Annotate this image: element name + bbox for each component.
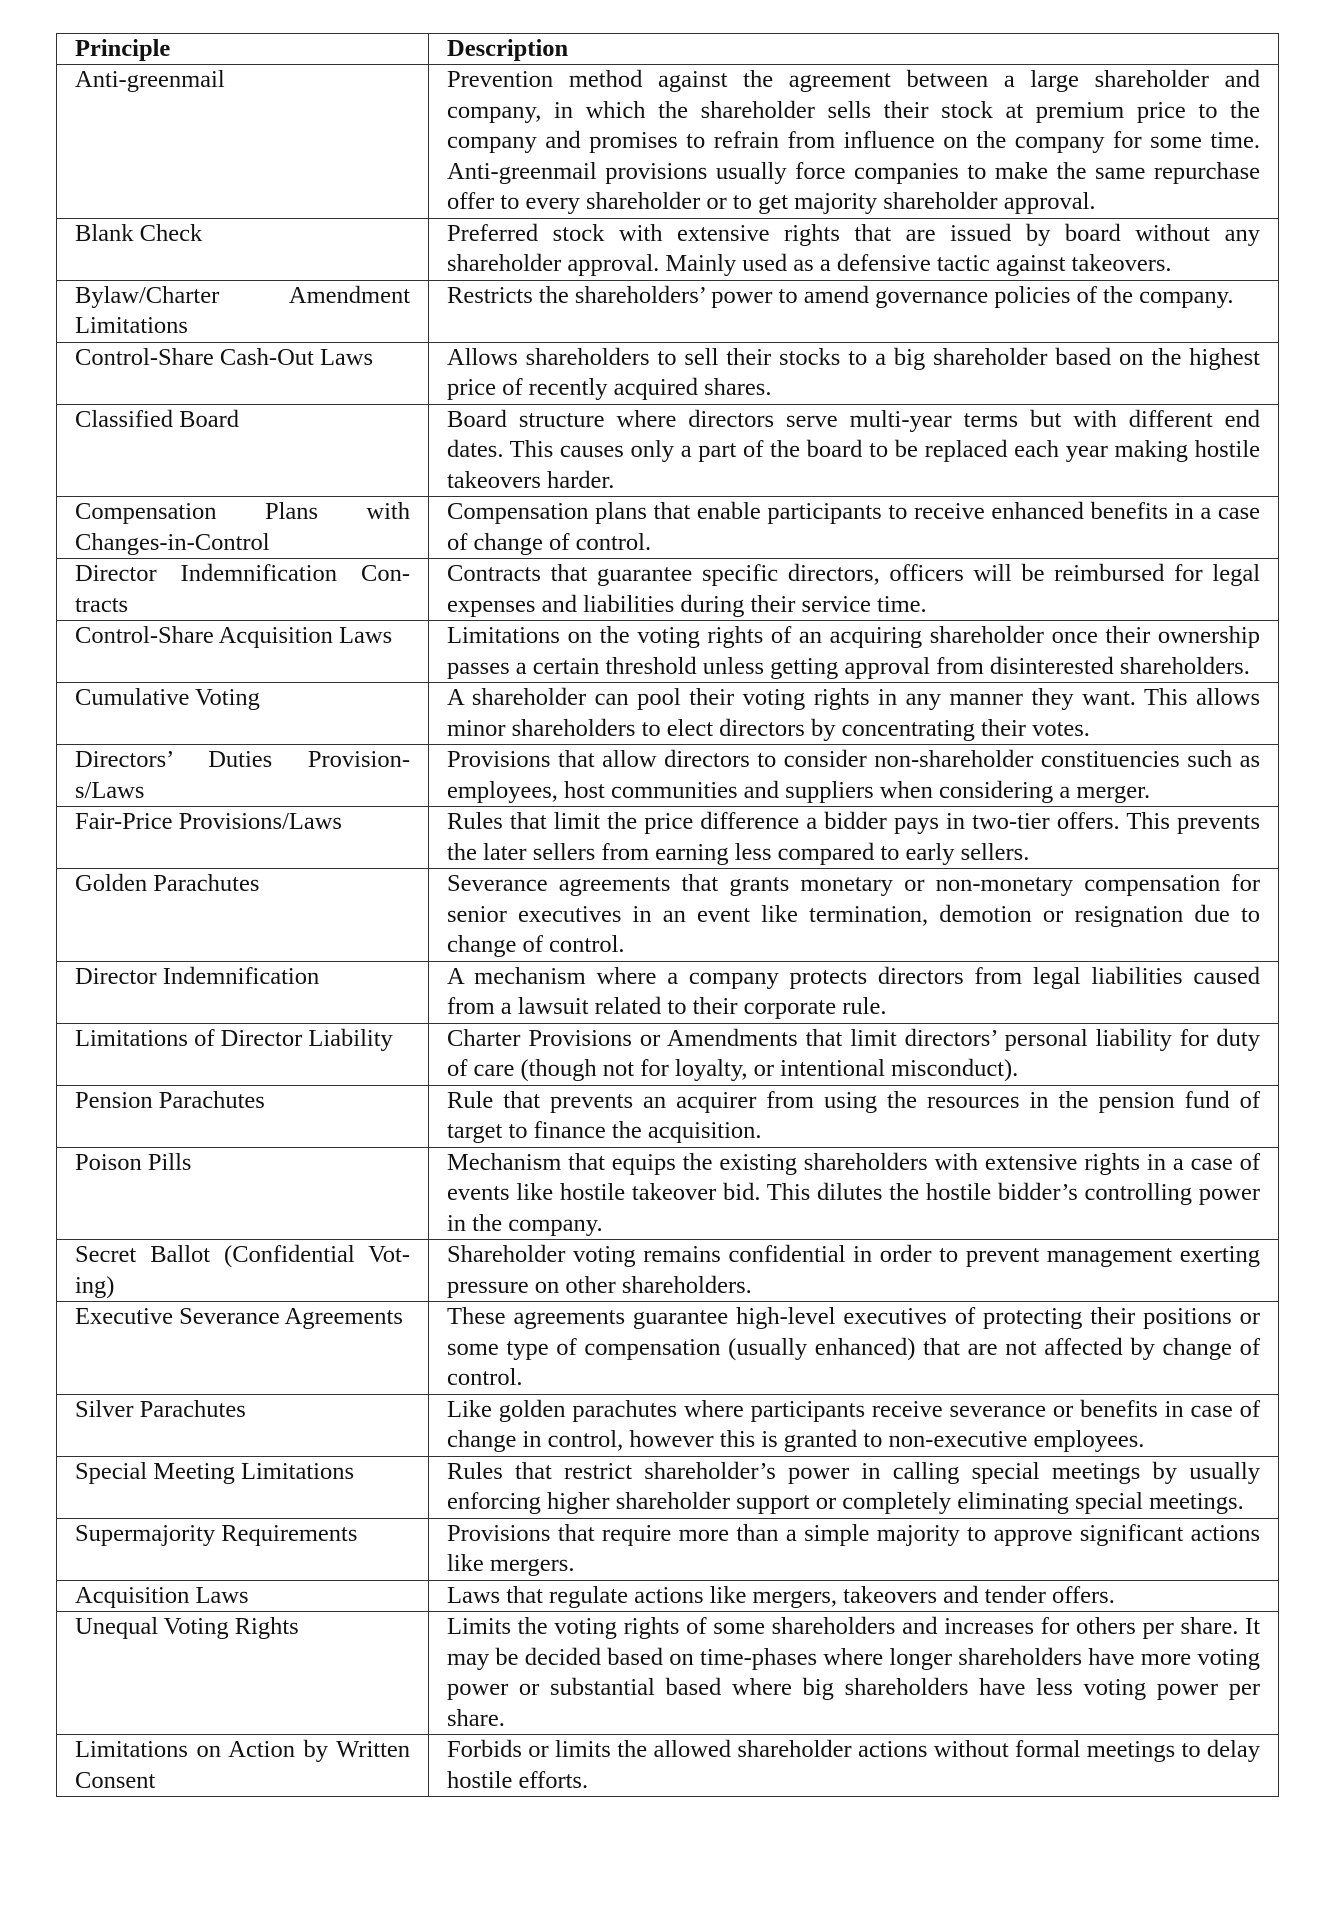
principles-table [56,33,1279,1797]
principle-cell: Blank Check [57,218,429,280]
description-cell: Laws that regulate actions like mergers, takeovers and tender offers. [429,1580,1279,1612]
description-cell: Prevention method against the agreement between a large shareholder and company, in which the shareholder sells their stock at premium price to the company and promises to refrain from influence on the company for some time. Anti-greenmail provisions usually force companies to make the same repurchase offer to every shareholder or to get majority shareholder approval. [429,65,1279,219]
principle-cell: Golden Parachutes [57,869,429,962]
description-cell: Restricts the shareholders’ power to amend governance policies of the company. [429,280,1279,342]
table-row [57,621,1279,683]
table-row [57,1580,1279,1612]
description-cell: Board structure where directors serve multi-year terms but with different end dates. This causes only a part of the board to be replaced each year making hostile takeovers harder. [429,404,1279,497]
principle-cell: Anti-greenmail [57,65,429,219]
description-cell: Compensation plans that enable participants to receive enhanced benefits in a case of change of control. [429,497,1279,559]
table-row [57,497,1279,559]
description-cell: Charter Provisions or Amendments that limit directors’ personal liability for duty of care (though not for loyalty, or intentional misconduct). [429,1023,1279,1085]
header-principle: Principle [57,34,429,65]
principle-cell: Director Indemnification Contracts [57,559,429,621]
description-cell: Limitations on the voting rights of an acquiring shareholder once their ownership passes a certain threshold unless getting approval from disinterested shareholders. [429,621,1279,683]
table-row [57,683,1279,745]
table-row [57,1302,1279,1395]
description-cell: Forbids or limits the allowed shareholder actions without formal meetings to delay hostile efforts. [429,1735,1279,1797]
description-cell: Rule that prevents an acquirer from using the resources in the pension fund of target to finance the acquisition. [429,1085,1279,1147]
header-row [57,34,1279,65]
table-row [57,342,1279,404]
table-row [57,65,1279,219]
table-row [57,1147,1279,1240]
table-row [57,1394,1279,1456]
principle-cell: Cumulative Voting [57,683,429,745]
description-cell: Shareholder voting remains confidential in order to prevent management exerting pressure on other shareholders. [429,1240,1279,1302]
table-row [57,1240,1279,1302]
table-row [57,280,1279,342]
description-cell: Provisions that require more than a simple majority to approve significant actions like mergers. [429,1518,1279,1580]
description-cell: Rules that restrict shareholder’s power in calling special meetings by usually enforcing higher shareholder support or completely eliminating special meetings. [429,1456,1279,1518]
description-cell: Contracts that guarantee specific directors, officers will be reimbursed for legal expenses and liabilities during their service time. [429,559,1279,621]
principle-cell: Bylaw/Charter Amendment Limitations [57,280,429,342]
principle-cell: Special Meeting Limitations [57,1456,429,1518]
principle-cell: Unequal Voting Rights [57,1612,429,1735]
table-header [57,34,1279,65]
principle-cell: Limitations on Action by Written Consent [57,1735,429,1797]
table-row [57,745,1279,807]
principle-cell: Compensation Plans with Changes-in-Control [57,497,429,559]
header-description: Description [429,34,1279,65]
table-row [57,1023,1279,1085]
principle-cell: Poison Pills [57,1147,429,1240]
principle-cell: Executive Severance Agreements [57,1302,429,1395]
principle-cell: Control-Share Cash-Out Laws [57,342,429,404]
table-row [57,1456,1279,1518]
table-row [57,869,1279,962]
description-cell: These agreements guarantee high-level executives of protecting their positions or some type of compensation (usually enhanced) that are not affected by change of control. [429,1302,1279,1395]
description-cell: Allows shareholders to sell their stocks to a big shareholder based on the highest price of recently acquired shares. [429,342,1279,404]
table-row [57,218,1279,280]
table-row [57,1735,1279,1797]
table-row [57,1518,1279,1580]
principle-cell: Classified Board [57,404,429,497]
table-body [57,65,1279,1797]
principle-cell: Pension Parachutes [57,1085,429,1147]
table-row [57,1085,1279,1147]
description-cell: Rules that limit the price difference a bidder pays in two-tier offers. This prevents the later sellers from earning less compared to early sellers. [429,807,1279,869]
principle-cell: Fair-Price Provisions/Laws [57,807,429,869]
principle-cell: Acquisition Laws [57,1580,429,1612]
description-cell: Limits the voting rights of some shareholders and increases for others per share. It may be decided based on time-phases where longer shareholders have more voting power or substantial based where big shareholders have less voting power per share. [429,1612,1279,1735]
description-cell: A shareholder can pool their voting rights in any manner they want. This allows minor shareholders to elect directors by concentrating their votes. [429,683,1279,745]
table-row [57,404,1279,497]
table-row [57,961,1279,1023]
description-cell: Severance agreements that grants monetary or non-monetary compensation for senior executives in an event like termination, demotion or resignation due to change of control. [429,869,1279,962]
principle-cell: Supermajority Requirements [57,1518,429,1580]
description-cell: Preferred stock with extensive rights that are issued by board without any shareholder approval. Mainly used as a defensive tactic against takeovers. [429,218,1279,280]
description-cell: Mechanism that equips the existing shareholders with extensive rights in a case of events like hostile takeover bid. This dilutes the hostile bidder’s controlling power in the company. [429,1147,1279,1240]
table-row [57,1612,1279,1735]
table-row [57,807,1279,869]
description-cell: A mechanism where a company protects directors from legal liabilities caused from a lawsuit related to their corporate rule. [429,961,1279,1023]
description-cell: Like golden parachutes where participants receive severance or benefits in case of change in control, however this is granted to non-executive employees. [429,1394,1279,1456]
principle-cell: Secret Ballot (Confidential Voting) [57,1240,429,1302]
description-cell: Provisions that allow directors to consider non-shareholder constituencies such as employees, host communities and suppliers when considering a merger. [429,745,1279,807]
principle-cell: Control-Share Acquisition Laws [57,621,429,683]
principle-cell: Silver Parachutes [57,1394,429,1456]
table-row [57,559,1279,621]
principle-cell: Director Indemnification [57,961,429,1023]
principle-cell: Directors’ Duties Provisions/Laws [57,745,429,807]
principle-cell: Limitations of Director Liability [57,1023,429,1085]
